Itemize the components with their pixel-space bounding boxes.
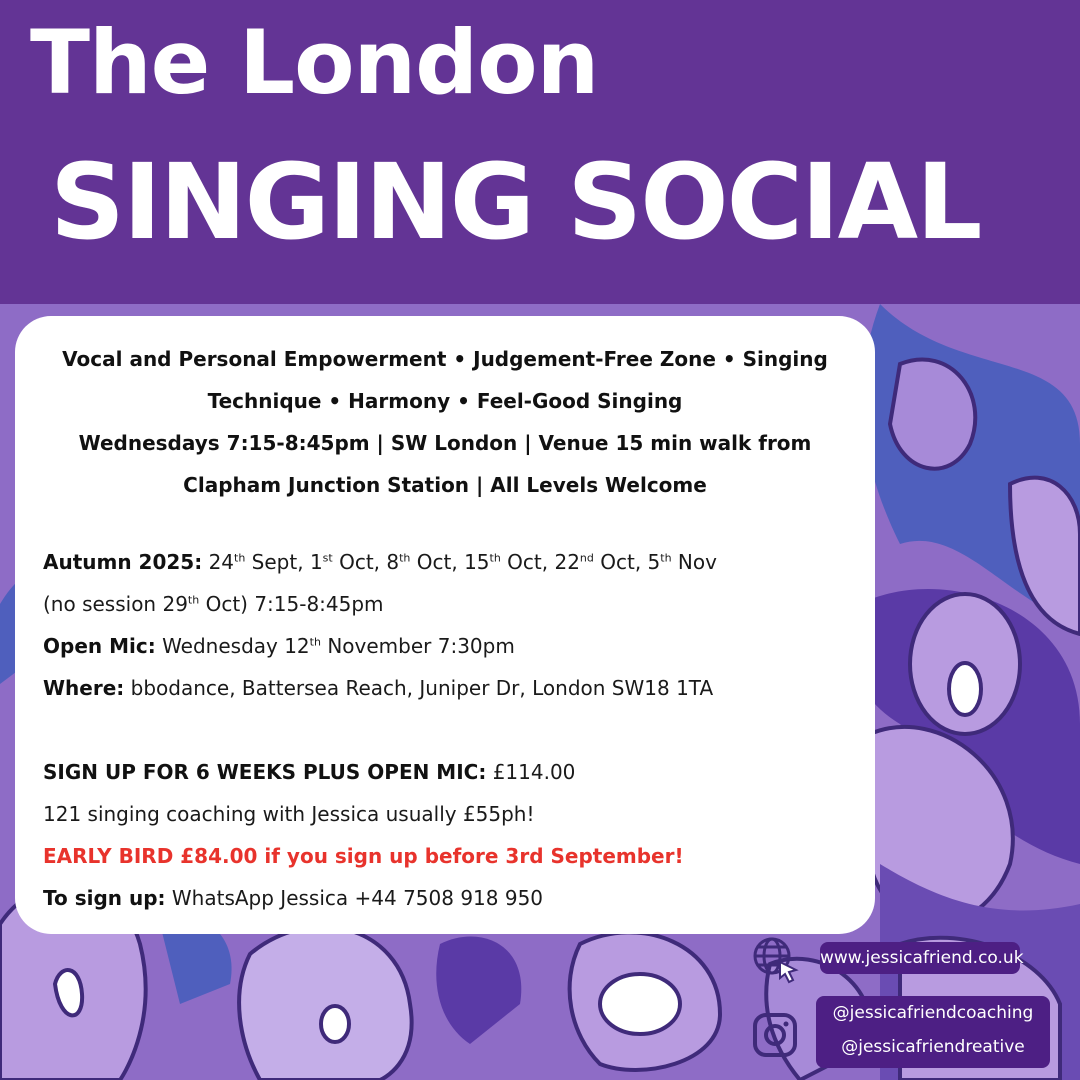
where-value: bbodance, Battersea Reach, Juniper Dr, London SW18 1TA [130,676,714,700]
date-1-suffix: th [234,551,246,565]
date-5: 22 [554,550,580,574]
instagram-handles [816,996,1050,1068]
date-6-month: Nov [671,550,717,574]
intro-line-1: Vocal and Personal Empowerment • Judgement-Free Zone • Singing [62,347,828,371]
open-mic-label: Open Mic: [43,634,156,658]
date-6: 5 [647,550,661,574]
coaching-note: 121 singing coaching with Jessica usually £55ph! [43,802,535,826]
date-2-suffix: st [322,551,333,565]
open-mic-suffix: th [309,635,321,649]
globe-cursor-icon [750,934,800,984]
no-session-note [43,592,384,616]
no-session-pre: (no session 29 [43,592,188,616]
date-2: 1 [309,550,323,574]
date-1-month: Sept, [245,550,310,574]
date-5-suffix: nd [579,551,594,565]
where-label: Where: [43,676,125,700]
title-line-1: The London [30,11,599,114]
instagram-icon [752,1012,798,1058]
date-4: 15 [464,550,490,574]
title-line-2: SINGING SOCIAL [50,141,981,263]
date-3: 8 [386,550,400,574]
date-3-month: Oct, [410,550,465,574]
early-bird-offer: EARLY BIRD £84.00 if you sign up before 3rd September! [43,844,684,868]
signup-price: £114.00 [492,760,576,784]
instagram-handle-1[interactable]: @jessicafriendcoaching [832,1003,1034,1023]
intro-text [45,338,845,506]
intro-line-4: Clapham Junction Station | All Levels Welcome [183,473,707,497]
intro-line-3: Wednesdays 7:15-8:45pm | SW London | Venue 15 min walk from [78,431,812,455]
info-card [15,316,875,934]
contact-line [43,886,543,910]
date-3-suffix: th [399,551,411,565]
instagram-handle-2[interactable]: @jessicafriendreative [841,1037,1025,1057]
contact-value: WhatsApp Jessica +44 7508 918 950 [171,886,544,910]
website-link[interactable]: www.jessicafriend.co.uk [820,942,1020,974]
date-1: 24 [208,550,235,574]
signup-label: SIGN UP FOR 6 WEEKS PLUS OPEN MIC: [43,760,487,784]
date-5-month: Oct, [593,550,648,574]
open-mic-post: November 7:30pm [320,634,515,658]
date-2-month: Oct, [332,550,387,574]
contact-label: To sign up: [43,886,166,910]
no-session-post: Oct) 7:15-8:45pm [199,592,384,616]
intro-line-2: Technique • Harmony • Feel-Good Singing [207,389,683,413]
where-line [43,676,713,700]
date-6-suffix: th [660,551,672,565]
autumn-dates [43,550,717,574]
date-4-suffix: th [489,551,501,565]
signup-line [43,760,575,784]
no-session-suffix: th [187,593,200,607]
open-mic-pre: Wednesday 12 [162,634,310,658]
date-4-month: Oct, [500,550,555,574]
header-banner [0,0,1080,304]
autumn-label: Autumn 2025: [43,550,203,574]
open-mic-line [43,634,515,658]
